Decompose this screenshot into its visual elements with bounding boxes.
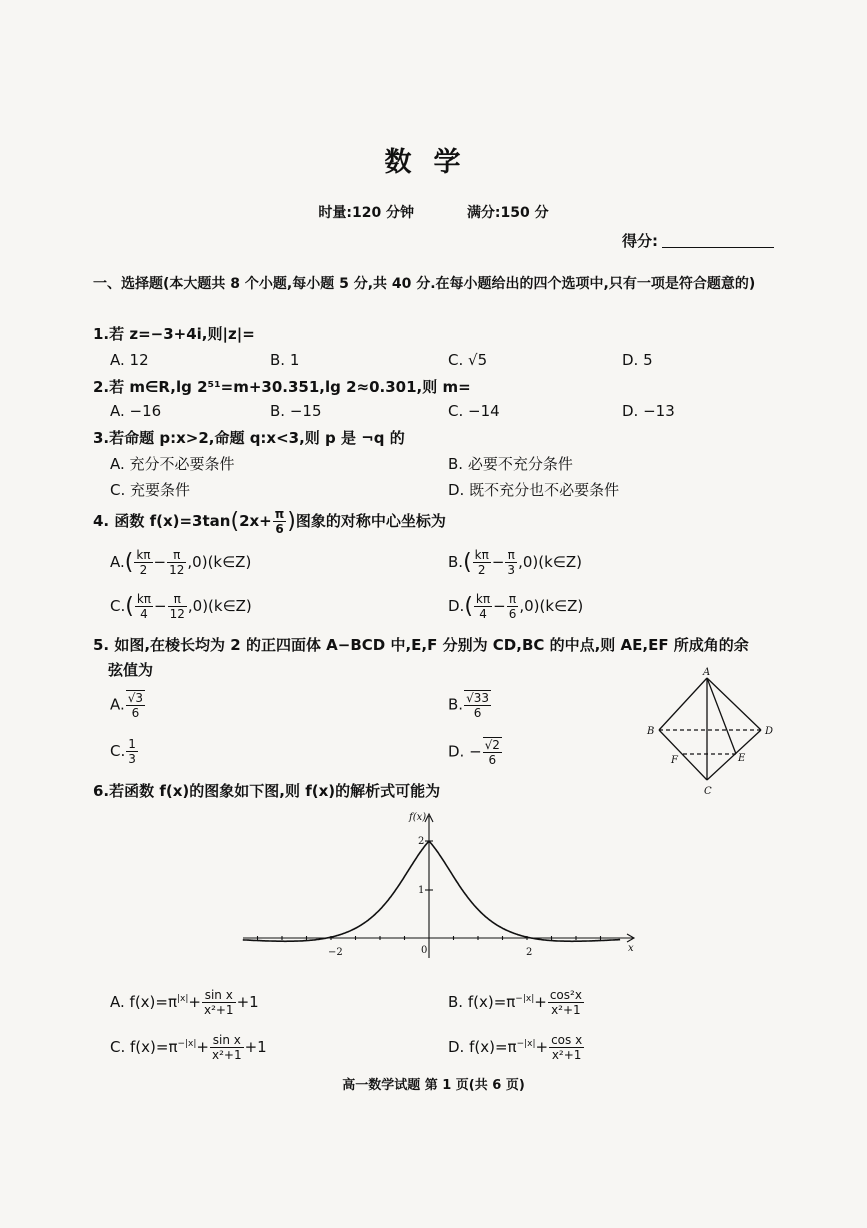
q5-stem-line1: 5. 如图,在棱长均为 2 的正四面体 A−BCD 中,E,F 分别为 CD,BC 的中点,则 AE,EF 所成角的余 — [93, 636, 749, 654]
q1-stem: 1.若 z=−3+4i,则|z|= — [93, 325, 255, 343]
x-axis-label: x — [628, 943, 634, 954]
point-f-label: F — [671, 755, 678, 766]
q3-stem: 3.若命题 p:x>2,命题 q:x<3,则 p 是 ¬q 的 — [93, 429, 405, 447]
q6-option-a[interactable]: A. $f(x)=\pi^{|x|}+$ $\frac{\text{sin x}}{\text{x²+1}}$ +1 — [110, 988, 259, 1017]
q5-stem-line2: 弦值为 — [108, 661, 154, 679]
time-limit: 时量:120 分钟 — [318, 205, 415, 221]
q6-option-b[interactable]: B. $f(x)=\pi^{-|x|}+$ $\frac{\text{cos²x}}{\text{x²+1}}$ — [448, 988, 582, 1017]
q6-option-d[interactable]: D. $f(x)=\pi^{-|x|}+$ $\frac{\text{cos x}}{\text{x²+1}}$ — [448, 1033, 583, 1062]
q2-stem: 2.若 m∈R,lg 2⁵¹=m+30.351,lg 2≈0.301,则 m= — [93, 378, 471, 396]
q3-option-b[interactable]: B. 必要不充分条件 — [448, 455, 573, 473]
y-tick-2: 2 — [418, 836, 425, 847]
q2-option-d[interactable]: D. −13 — [622, 402, 675, 420]
q4-option-a[interactable]: A.( $\frac{k\pi}{2}$ − $\frac{\pi}{12}$ ,0)(k∈Z) — [110, 548, 252, 577]
q4-option-d[interactable]: D.( $\frac{k\pi}{4}$ − $\frac{\pi}{6}$ ,0)(k∈Z) — [448, 592, 584, 621]
origin-label: 0 — [421, 945, 428, 956]
q2-option-c[interactable]: C. −14 — [448, 402, 500, 420]
point-e-label: E — [738, 753, 746, 764]
q1-option-d[interactable]: D. 5 — [622, 351, 653, 369]
page-title: 数学 — [384, 147, 483, 178]
exam-meta — [0, 202, 867, 222]
q3-option-a[interactable]: A. 充分不必要条件 — [110, 455, 235, 473]
function-graph — [235, 808, 645, 968]
q1-option-b[interactable]: B. 1 — [270, 351, 300, 369]
vertex-d-label: D — [765, 726, 774, 737]
page-footer: 高一数学试题 第 1 页(共 6 页) — [342, 1078, 525, 1093]
function-curve — [243, 841, 620, 941]
section-title: 一、选择题(本大题共 8 个小题,每小题 5 分,共 40 分.在每小题给出的四个选项中,只有一项是符合题意的) — [93, 276, 756, 292]
q2-option-b[interactable]: B. −15 — [270, 402, 322, 420]
x-tick-neg2: −2 — [328, 947, 343, 958]
q3-option-c[interactable]: C. 充要条件 — [110, 481, 191, 499]
q3-option-d[interactable]: D. 既不充分也不必要条件 — [448, 481, 620, 499]
vertex-b-label: B — [647, 726, 655, 737]
q1-option-c[interactable]: C. √5 — [448, 351, 488, 369]
q4-stem: 4. 函数 f(x)=3tan(2x+ $\frac{\pi}{6}$ )图象的对称中心坐标为 — [93, 507, 446, 536]
full-score: 满分:150 分 — [466, 205, 549, 221]
q6-option-c[interactable]: C. $f(x)=\pi^{-|x|}+$ $\frac{\text{sin x}}{\text{x²+1}}$ +1 — [110, 1033, 267, 1062]
tetrahedron-figure — [640, 664, 780, 798]
score-blank[interactable] — [662, 233, 774, 248]
q5-option-c[interactable]: C. $\frac{1}{3}$ — [110, 737, 136, 766]
q5-option-a[interactable]: A. $\frac{√3}{6}$ — [110, 691, 144, 720]
vertex-a-label: A — [703, 667, 711, 678]
y-tick-1: 1 — [418, 885, 425, 896]
q5-option-b[interactable]: B. $\frac{√33}{6}$ — [448, 691, 489, 720]
y-axis-label: f(x) — [409, 812, 427, 823]
q6-stem: 6.若函数 f(x)的图象如下图,则 f(x)的解析式可能为 — [93, 782, 441, 800]
vertex-c-label: C — [704, 786, 712, 797]
q2-option-a[interactable]: A. −16 — [110, 402, 162, 420]
q1-option-a[interactable]: A. 12 — [110, 351, 149, 369]
q4-option-c[interactable]: C.( $\frac{k\pi}{4}$ − $\frac{\pi}{12}$ ,0)(k∈Z) — [110, 592, 252, 621]
q5-option-d[interactable]: D. − $\frac{√2}{6}$ — [448, 738, 500, 767]
q4-option-b[interactable]: B.( $\frac{k\pi}{2}$ − $\frac{\pi}{3}$ ,0)(k∈Z) — [448, 548, 582, 577]
x-tick-2: 2 — [526, 947, 533, 958]
score-field[interactable] — [622, 230, 774, 251]
score-label: 得分: — [622, 232, 658, 250]
